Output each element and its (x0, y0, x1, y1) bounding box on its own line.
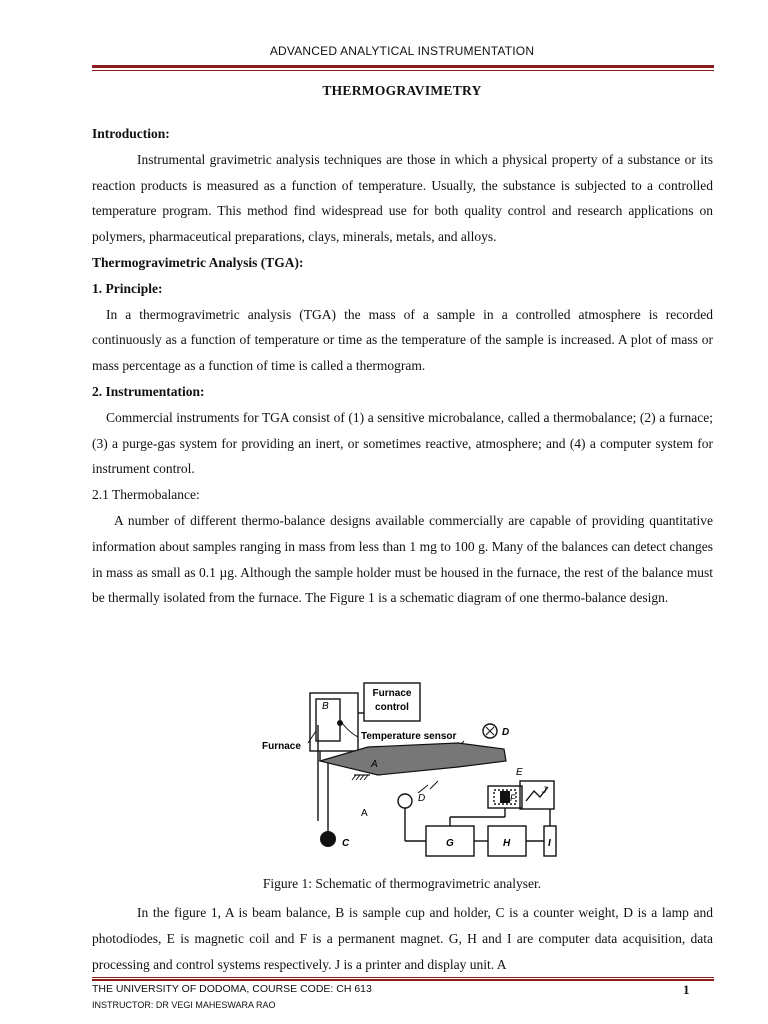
label-a: A (371, 759, 378, 770)
label-h: H (503, 838, 511, 849)
label-g: G (446, 838, 454, 849)
footer-instructor: INSTRUCTOR: DR VEGI MAHESWARA RAO (92, 1000, 276, 1010)
furnace-housing (310, 693, 358, 751)
document-title: THERMOGRAVIMETRY (322, 83, 482, 98)
label-c: C (342, 838, 350, 849)
label-a-lower: A (361, 808, 368, 819)
beam-balance-a (320, 743, 506, 775)
label-i: I (548, 838, 551, 849)
footer-course: THE UNIVERSITY OF DODOMA, COURSE CODE: CH 613 (92, 983, 372, 995)
instrumentation-paragraph: Commercial instruments for TGA consist of (1) a sensitive microbalance, called a thermobalance; (2) a furnace; (3) a purge-gas system for providing an inert, or sometimes reactive, atmosphere; and (4) a computer system for instrument control. (92, 409, 713, 477)
tga-heading: Thermogravimetric Analysis (TGA): (92, 254, 304, 270)
display-unit-j (520, 781, 554, 809)
schematic-diagram (258, 663, 558, 863)
furnace-label: Furnace (262, 741, 301, 752)
furnace-control-label-2: control (375, 702, 409, 713)
body-content (92, 121, 713, 611)
label-j: J (542, 785, 547, 795)
principle-heading: 1. Principle: (92, 280, 163, 296)
label-d-top: D (502, 727, 510, 738)
label-d-lower: D (418, 793, 426, 804)
intro-heading: Introduction: (92, 126, 170, 141)
thermobalance-subheading: 2.1 Thermobalance: (92, 487, 200, 503)
running-header: ADVANCED ANALYTICAL INSTRUMENTATION (269, 44, 535, 58)
intro-paragraph: Instrumental gravimetric analysis techniques are those in which a physical property of a substance or its reaction products is measured as a function of temperature. Usually, the substance is subjected to a controlled temperature program. This method find widespread use for both quality control and research applications on polymers, pharmaceutical preparations, clays, minerals, metals, and alloys. (92, 151, 713, 245)
footer-rule-thick (92, 979, 714, 981)
figure-caption: Figure 1: Schematic of thermogravimetric analyser. (262, 876, 542, 891)
principle-paragraph: In a thermogravimetric analysis (TGA) the mass of a sample in a controlled atmosphere is recorded continuously as a function of temperature or time as the temperature of the sample is increased. A plot of mass or mass percentage as a function of time is called a thermogram. (92, 306, 713, 374)
thermobalance-schematic (258, 663, 558, 863)
header-rule-thin (92, 70, 714, 71)
header-rule-thick (92, 65, 714, 68)
temperature-sensor-label: Temperature sensor (361, 731, 457, 742)
label-f: F (510, 793, 516, 803)
page-number: 1 (683, 982, 690, 997)
label-b: B (322, 701, 329, 712)
thermobalance-paragraph: A number of different thermo-balance designs available commercially are capable of providing quantitative information about samples ranging in mass from less than 1 mg to 100 g. Many of the balances can detect changes in mass as small as 0.1 µg. Although the sample holder must be housed in the furnace, the rest of the balance must be thermally isolated from the furnace. The Figure 1 is a schematic diagram of one thermo-balance design. (92, 512, 713, 606)
label-e: E (516, 767, 523, 778)
instrumentation-heading: 2. Instrumentation: (92, 383, 205, 399)
after-figure-content (92, 900, 713, 977)
counterweight-c (320, 831, 336, 847)
after-figure-paragraph: In the figure 1, A is beam balance, B is sample cup and holder, C is a counter weight, D is a lamp and photodiodes, E is magnetic coil and F is a permanent magnet. G, H and I are computer data acquisition, data processing and control systems respectively. J is a printer and display unit. A (92, 905, 713, 972)
footer-rule-thin (92, 977, 714, 978)
lamp-d-lower (398, 794, 412, 808)
magnet-f (500, 791, 510, 803)
furnace-control-label-1: Furnace (372, 688, 412, 699)
